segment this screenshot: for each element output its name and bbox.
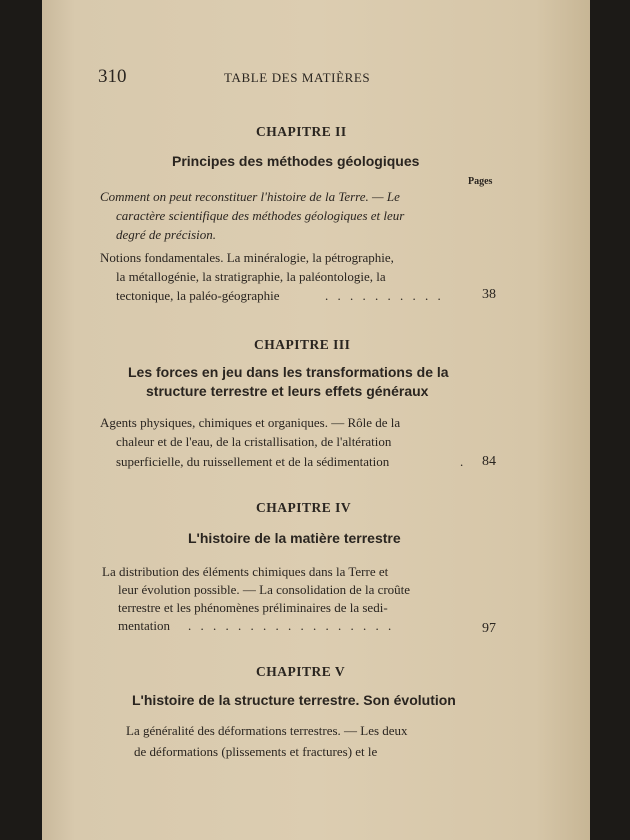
entry-line: superficielle, du ruissellement et de la sédimentation: [116, 454, 390, 469]
entry-line: La généralité des déformations terrestres. — Les deux: [126, 723, 408, 738]
entry-line: terrestre et les phénomènes préliminaires de la sedi-: [118, 600, 388, 615]
chapter-title: L'histoire de la matière terrestre: [188, 530, 401, 546]
entry-line: de déformations (plissements et fractures) et le: [134, 744, 378, 759]
page-number: 310: [98, 66, 127, 87]
entry-line: tectonique, la paléo-géographie: [116, 288, 280, 303]
book-page: [42, 0, 590, 840]
dot-leader: . . . . . . . . . .: [325, 288, 444, 303]
entry-line: degré de précision.: [116, 227, 217, 242]
chapter-title: Principes des méthodes géologiques: [172, 153, 420, 169]
dot-leader: . . . . . . . . . . . . . . . . .: [188, 618, 395, 633]
chapter-heading: CHAPITRE III: [254, 337, 351, 352]
chapter-title: L'histoire de la structure terrestre. Son évolution: [132, 692, 456, 708]
entry-page-number: 84: [482, 454, 496, 469]
chapter-heading: CHAPITRE IV: [256, 500, 352, 515]
entry-line: Notions fondamentales. La minéralogie, la pétrographie,: [100, 250, 394, 265]
entry-line: leur évolution possible. — La consolidation de la croûte: [118, 582, 411, 597]
entry-line: la métallogénie, la stratigraphie, la paléontologie, la: [116, 269, 386, 284]
entry-line: caractère scientifique des méthodes géologiques et leur: [116, 208, 405, 223]
running-title: TABLE DES MATIÈRES: [224, 70, 371, 85]
chapter-heading: CHAPITRE II: [256, 124, 347, 139]
entry-page-number: 38: [482, 287, 496, 302]
entry-line: Agents physiques, chimiques et organiques. — Rôle de la: [100, 415, 401, 430]
dot-leader: .: [460, 454, 467, 469]
chapter-title: Les forces en jeu dans les transformations de la: [128, 364, 449, 380]
entry-line: Comment on peut reconstituer l'histoire de la Terre. — Le: [100, 189, 400, 204]
entry-line: mentation: [118, 618, 170, 633]
entry-page-number: 97: [482, 621, 496, 636]
chapter-title: structure terrestre et leurs effets généraux: [146, 383, 429, 399]
entry-line: La distribution des éléments chimiques dans la Terre et: [102, 564, 389, 579]
pages-label: Pages: [468, 176, 493, 187]
entry-line: chaleur et de l'eau, de la cristallisation, de l'altération: [116, 434, 392, 449]
chapter-heading: CHAPITRE V: [256, 664, 346, 679]
